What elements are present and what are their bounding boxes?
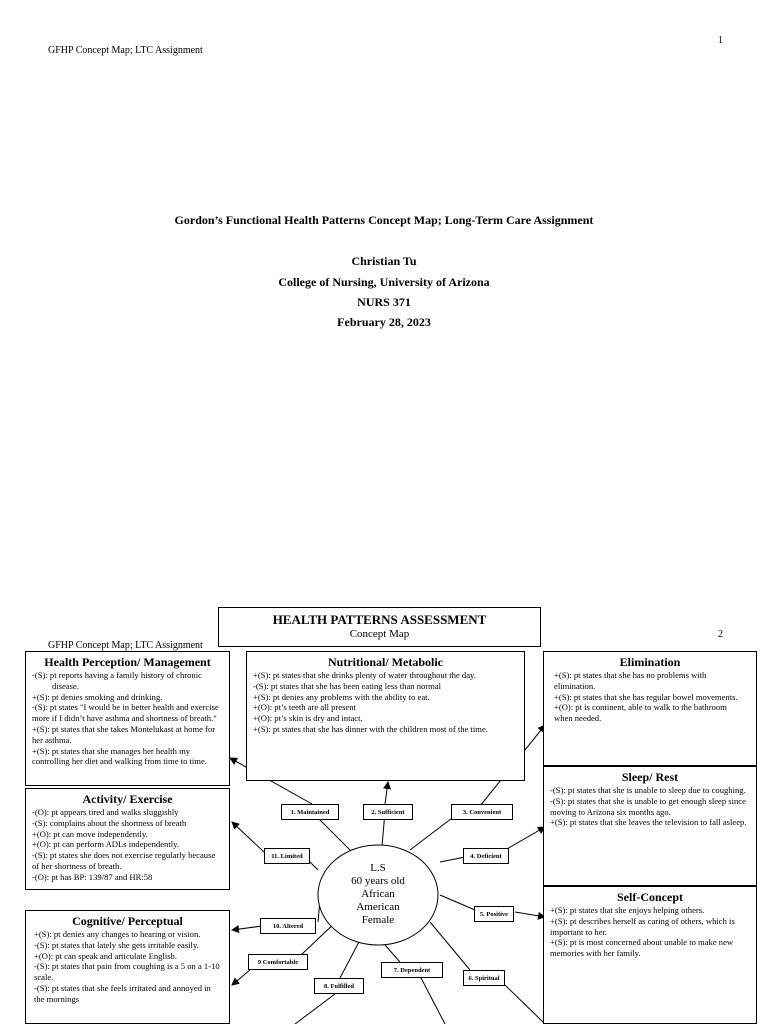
- nutritional-item: +(O): pt’s teeth are all present: [253, 702, 356, 713]
- course-code: NURS 371: [357, 295, 411, 309]
- cognitive-title: Cognitive/ Perceptual: [72, 914, 183, 928]
- nutritional-box: [246, 651, 525, 781]
- sleep-rest-box: [543, 766, 757, 886]
- activity-item: +(O): pt can move independently.: [32, 828, 148, 839]
- elimination-item: +(O): pt is continent, able to walk to the bathroom when needed.: [554, 702, 727, 724]
- health-perception-item: +(S): pt states that she takes Montelukast at home for her asthma.: [32, 723, 216, 745]
- link-label-deficient: 4. Deficient: [463, 848, 509, 864]
- link-label-spiritual: 6. Spiritual: [463, 970, 505, 986]
- link-label-sufficient: 2. Sufficient: [363, 804, 413, 820]
- patient-ethnicity-2: American: [356, 901, 400, 913]
- sleep-rest-title: Sleep/ Rest: [621, 770, 679, 784]
- patient-age: 60 years old: [351, 875, 405, 887]
- cognitive-item: +(O): pt can speak and articulate English.: [34, 950, 178, 961]
- page-number-1: 1: [718, 35, 723, 46]
- activity-box: [25, 788, 230, 890]
- cognitive-item: -(S): pt states that she feels irritated and annoyed in the mornings: [34, 982, 211, 1004]
- self-concept-item: +(S): pt states that she enjoys helping others.: [550, 905, 705, 915]
- link-label-convenient: 3. Convenient: [451, 804, 513, 820]
- nutritional-item: +(S): pt states that she has dinner with the children most of the time.: [253, 723, 488, 734]
- self-concept-title: Self-Concept: [617, 890, 683, 904]
- activity-item: -(S): pt states she does not exercise regularly because of her shortness of breath.: [32, 850, 216, 871]
- sleep-rest-item: -(S): pt states that she is unable to sleep due to coughing.: [550, 785, 746, 795]
- cognitive-item: +(S): pt denies any changes to hearing or vision.: [34, 929, 201, 939]
- elimination-item: +(S): pt states that she has regular bowel movements.: [554, 691, 738, 702]
- link-label-comfortable: 9 Comfortable: [248, 954, 308, 970]
- elimination-item: +(S): pt states that she has no problems with elimination.: [554, 670, 707, 691]
- assessment-header-box: [218, 607, 541, 647]
- link-label-dependent: 7. Dependent: [381, 962, 443, 978]
- nutritional-item: +(S): pt states that she drinks plenty of water throughout the day.: [253, 670, 476, 680]
- self-concept-item: +(S): pt is most concerned about unable to make new memories with her family.: [550, 937, 734, 959]
- patient-initials: L.S: [370, 862, 386, 874]
- health-perception-item: +(S): pt denies smoking and drinking.: [32, 691, 163, 702]
- elimination-title: Elimination: [619, 655, 681, 669]
- sleep-rest-item: -(S): pt states that she is unable to get enough sleep since moving to Arizona six months ago.: [550, 795, 746, 817]
- running-head-page2: GFHP Concept Map; LTC Assignment: [48, 640, 203, 651]
- activity-item: -(O): pt appears tired and walks sluggishly: [32, 807, 179, 817]
- cognitive-item: -(S): pt states that pain from coughing is a 5 on a 1-10 scale.: [34, 961, 220, 983]
- institution: College of Nursing, University of Arizona: [278, 275, 490, 289]
- health-perception-item: +(S): pt states that she manages her health my controlling her diet and walking from time to time.: [32, 745, 207, 767]
- health-perception-item: -(S): pt reports having a family history of chronic: [32, 670, 202, 680]
- patient-ethnicity-1: African: [361, 888, 395, 900]
- cognitive-box: [25, 910, 230, 1024]
- submission-date: February 28, 2023: [337, 315, 431, 329]
- activity-title: Activity/ Exercise: [82, 792, 173, 806]
- elimination-box: [543, 651, 757, 766]
- assessment-title: HEALTH PATTERNS ASSESSMENT: [272, 612, 487, 627]
- link-label-fulfilled: 8. Fulfilled: [314, 978, 364, 994]
- health-perception-item: -(S): pt states "I would be in better health and exercise more if I didn’t have asthma and shortness of breath.": [32, 702, 219, 724]
- sleep-rest-item: +(S): pt states that she leaves the television to fall asleep.: [550, 817, 747, 828]
- nutritional-item: +(O): pt’s skin is dry and intact.: [253, 713, 363, 724]
- nutritional-item: +(S): pt denies any problems with the ability to eat.: [253, 691, 430, 702]
- health-perception-item: disease.: [52, 680, 79, 691]
- health-perception-box: [25, 651, 230, 786]
- activity-item: -(S): complains about the shortness of breath: [32, 817, 187, 828]
- link-label-maintained: 1. Maintained: [281, 804, 339, 820]
- nutritional-item: -(S): pt states that she has been eating less than normal: [253, 680, 442, 691]
- document-title: Gordon’s Functional Health Patterns Concept Map; Long-Term Care Assignment: [174, 213, 594, 227]
- self-concept-box: [543, 886, 757, 1024]
- activity-item: -(O): pt has BP: 139/87 and HR:58: [32, 871, 153, 882]
- running-head-page1: GFHP Concept Map; LTC Assignment: [48, 45, 203, 56]
- cognitive-item: -(S): pt states that lately she gets irritable easily.: [34, 939, 199, 950]
- page-number-2: 2: [718, 629, 723, 640]
- link-label-altered: 10. Altered: [260, 918, 316, 934]
- patient-node: [318, 862, 438, 927]
- health-perception-title: Health Perception/ Management: [44, 655, 211, 669]
- activity-item: +(O): pt can perform ADLs independently.: [32, 839, 179, 850]
- patient-sex: Female: [361, 914, 395, 926]
- link-label-positive: 5. Positive: [474, 906, 514, 922]
- self-concept-item: +(S): pt describes herself as caring of others, which is important to her.: [550, 915, 735, 937]
- assessment-subtitle: Concept Map: [349, 628, 410, 640]
- link-label-limited: 11. Limited: [264, 848, 310, 864]
- author-name: Christian Tu: [351, 254, 417, 268]
- nutritional-title: Nutritional/ Metabolic: [328, 655, 443, 669]
